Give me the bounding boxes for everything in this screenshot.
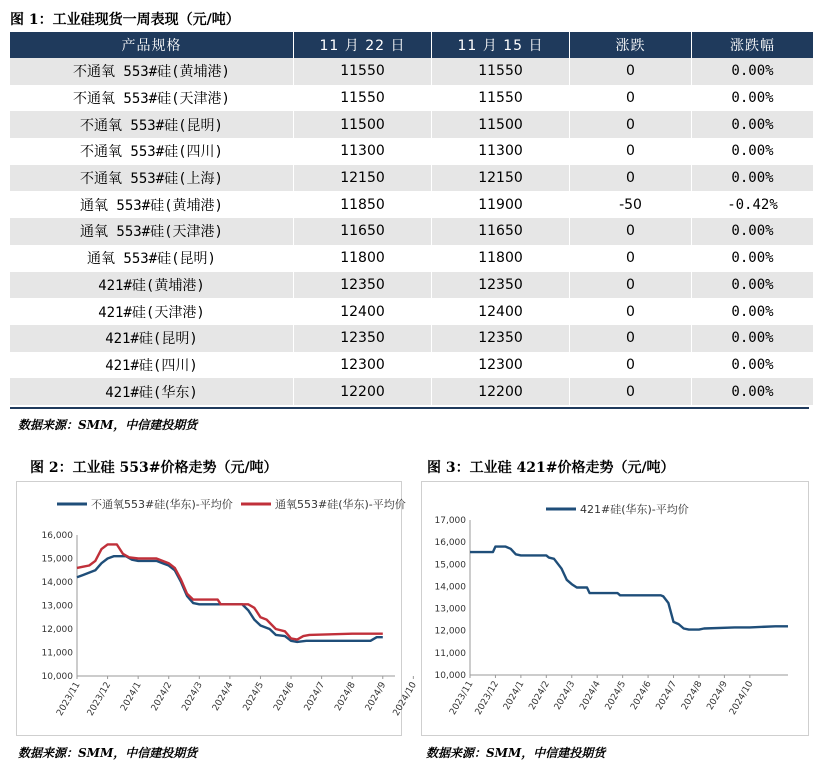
price-nov15-cell: 12350 bbox=[432, 325, 570, 352]
price-nov15-cell: 11800 bbox=[432, 245, 570, 272]
change-pct-cell: 0.00% bbox=[692, 245, 813, 272]
figure3-chart bbox=[421, 481, 809, 736]
figure3-source-note: 数据来源：SMM，中信建投期货 bbox=[426, 744, 605, 761]
y-tick-label: 13,000 bbox=[42, 602, 74, 612]
product-name-cell: 不通氧 553#硅(上海) bbox=[10, 165, 294, 192]
change-cell: 0 bbox=[570, 85, 692, 112]
price-nov22-cell: 12350 bbox=[294, 272, 432, 299]
figure2-source-note: 数据来源：SMM，中信建投期货 bbox=[18, 744, 197, 761]
y-tick-label: 16,000 bbox=[42, 531, 74, 541]
x-tick-label: 2024/9 bbox=[706, 679, 731, 712]
price-nov22-cell: 12350 bbox=[294, 325, 432, 352]
price-nov15-cell: 11500 bbox=[432, 111, 570, 138]
x-tick-label: 2024/4 bbox=[578, 679, 603, 712]
price-nov15-cell: 11300 bbox=[432, 138, 570, 165]
x-tick-label: 2024/10 bbox=[392, 680, 419, 718]
table-row bbox=[10, 218, 813, 245]
legend-label-1: 通氧553#硅(华东)-平均价 bbox=[275, 497, 406, 511]
series-line-1 bbox=[77, 544, 383, 639]
x-tick-label: 2023/12 bbox=[86, 681, 113, 718]
y-tick-label: 16,000 bbox=[435, 538, 467, 548]
price-nov22-cell: 11550 bbox=[294, 85, 432, 112]
price-nov22-cell: 11300 bbox=[294, 138, 432, 165]
table-row bbox=[10, 352, 813, 379]
change-cell: 0 bbox=[570, 272, 692, 299]
product-name-cell: 421#硅(昆明) bbox=[10, 325, 294, 352]
table-row bbox=[10, 245, 813, 272]
x-tick-label: 2024/5 bbox=[604, 680, 628, 712]
change-pct-cell: 0.00% bbox=[692, 165, 813, 192]
col-header-nov15: 11 月 15 日 bbox=[432, 32, 570, 58]
change-cell: 0 bbox=[570, 325, 692, 352]
figure3-svg bbox=[422, 482, 808, 735]
col-header-change: 涨跌 bbox=[570, 32, 692, 58]
change-pct-cell: 0.00% bbox=[692, 58, 813, 85]
y-tick-label: 15,000 bbox=[42, 555, 74, 565]
product-name-cell: 421#硅(黄埔港) bbox=[10, 272, 294, 299]
x-tick-label: 2024/9 bbox=[364, 680, 389, 713]
x-tick-label: 2023/12 bbox=[474, 680, 501, 717]
y-tick-label: 12,000 bbox=[42, 625, 74, 635]
x-tick-label: 2024/2 bbox=[527, 680, 551, 712]
product-name-cell: 421#硅(四川) bbox=[10, 352, 294, 379]
change-pct-cell: 0.00% bbox=[692, 325, 813, 352]
x-tick-label: 2024/2 bbox=[150, 681, 174, 713]
change-pct-cell: 0.00% bbox=[692, 298, 813, 325]
price-nov15-cell: 12400 bbox=[432, 298, 570, 325]
table-title: 图 1：工业硅现货一周表现（元/吨） bbox=[10, 9, 240, 29]
price-nov22-cell: 12300 bbox=[294, 352, 432, 379]
x-tick-label: 2024/7 bbox=[303, 681, 327, 713]
product-name-cell: 不通氧 553#硅(四川) bbox=[10, 138, 294, 165]
x-tick-label: 2024/8 bbox=[680, 679, 705, 712]
table-row bbox=[10, 111, 813, 138]
y-tick-label: 10,000 bbox=[435, 671, 467, 681]
legend-label-0: 不通氧553#硅(华东)-平均价 bbox=[91, 497, 233, 511]
figure2-svg bbox=[17, 482, 401, 735]
price-nov15-cell: 11550 bbox=[432, 85, 570, 112]
change-cell: 0 bbox=[570, 111, 692, 138]
y-tick-label: 12,000 bbox=[435, 627, 467, 637]
table-bottom-rule bbox=[10, 407, 809, 409]
product-name-cell: 不通氧 553#硅(黄埔港) bbox=[10, 58, 294, 85]
series-line-0 bbox=[77, 556, 383, 642]
change-cell: 0 bbox=[570, 218, 692, 245]
x-tick-label: 2024/5 bbox=[242, 681, 266, 713]
table-row bbox=[10, 58, 813, 85]
price-nov15-cell: 12150 bbox=[432, 165, 570, 192]
price-nov22-cell: 11500 bbox=[294, 111, 432, 138]
y-tick-label: 11,000 bbox=[435, 649, 467, 659]
price-nov22-cell: 12400 bbox=[294, 298, 432, 325]
price-nov15-cell: 11900 bbox=[432, 191, 570, 218]
change-cell: 0 bbox=[570, 58, 692, 85]
price-nov22-cell: 11550 bbox=[294, 58, 432, 85]
y-tick-label: 11,000 bbox=[42, 649, 74, 659]
product-name-cell: 通氧 553#硅(黄埔港) bbox=[10, 191, 294, 218]
col-header-nov22: 11 月 22 日 bbox=[294, 32, 432, 58]
figure2-title: 图 2：工业硅 553#价格走势（元/吨） bbox=[30, 457, 278, 477]
change-pct-cell: 0.00% bbox=[692, 85, 813, 112]
x-tick-label: 2024/8 bbox=[333, 680, 358, 713]
price-nov22-cell: 12150 bbox=[294, 165, 432, 192]
price-nov22-cell: 11800 bbox=[294, 245, 432, 272]
table-row bbox=[10, 85, 813, 112]
spot-price-table bbox=[10, 32, 813, 405]
x-tick-label: 2024/1 bbox=[119, 681, 143, 713]
change-pct-cell: 0.00% bbox=[692, 378, 813, 405]
change-pct-cell: 0.00% bbox=[692, 111, 813, 138]
x-tick-label: 2024/10 bbox=[728, 679, 755, 717]
series-line-0 bbox=[470, 547, 788, 630]
x-tick-label: 2024/7 bbox=[655, 680, 679, 712]
col-header-change-pct: 涨跌幅 bbox=[692, 32, 813, 58]
x-tick-label: 2024/3 bbox=[180, 681, 204, 713]
change-cell: 0 bbox=[570, 165, 692, 192]
price-nov15-cell: 12350 bbox=[432, 272, 570, 299]
table-row bbox=[10, 298, 813, 325]
change-pct-cell: 0.00% bbox=[692, 272, 813, 299]
change-pct-cell: 0.00% bbox=[692, 352, 813, 379]
price-nov22-cell: 11850 bbox=[294, 191, 432, 218]
product-name-cell: 不通氧 553#硅(天津港) bbox=[10, 85, 294, 112]
x-tick-label: 2024/6 bbox=[272, 680, 297, 713]
change-cell: 0 bbox=[570, 298, 692, 325]
table-header-row bbox=[10, 32, 813, 58]
legend-label-0: 421#硅(华东)-平均价 bbox=[580, 502, 689, 516]
table-source-note: 数据来源：SMM，中信建投期货 bbox=[18, 416, 197, 433]
product-name-cell: 不通氧 553#硅(昆明) bbox=[10, 111, 294, 138]
change-pct-cell: 0.00% bbox=[692, 138, 813, 165]
x-tick-label: 2024/3 bbox=[553, 680, 577, 712]
table-row bbox=[10, 325, 813, 352]
x-tick-label: 2024/1 bbox=[502, 680, 526, 712]
col-header-product: 产品规格 bbox=[10, 32, 294, 58]
product-name-cell: 421#硅(天津港) bbox=[10, 298, 294, 325]
price-nov22-cell: 12200 bbox=[294, 378, 432, 405]
price-nov15-cell: 11650 bbox=[432, 218, 570, 245]
table-row bbox=[10, 165, 813, 192]
change-cell: 0 bbox=[570, 245, 692, 272]
change-pct-cell: -0.42% bbox=[692, 191, 813, 218]
table-row bbox=[10, 378, 813, 405]
price-nov15-cell: 12200 bbox=[432, 378, 570, 405]
x-tick-label: 2023/11 bbox=[55, 681, 82, 718]
x-tick-label: 2023/11 bbox=[448, 680, 475, 717]
y-tick-label: 17,000 bbox=[435, 516, 467, 526]
y-tick-label: 14,000 bbox=[42, 578, 74, 588]
change-pct-cell: 0.00% bbox=[692, 218, 813, 245]
figure2-chart bbox=[16, 481, 402, 736]
table-row bbox=[10, 138, 813, 165]
y-tick-label: 14,000 bbox=[435, 582, 467, 592]
table-row bbox=[10, 272, 813, 299]
change-cell: 0 bbox=[570, 138, 692, 165]
figure3-title: 图 3：工业硅 421#价格走势（元/吨） bbox=[427, 457, 675, 477]
price-nov15-cell: 11550 bbox=[432, 58, 570, 85]
product-name-cell: 通氧 553#硅(昆明) bbox=[10, 245, 294, 272]
y-tick-label: 10,000 bbox=[42, 672, 74, 682]
price-nov15-cell: 12300 bbox=[432, 352, 570, 379]
x-tick-label: 2024/4 bbox=[211, 680, 236, 713]
table-row bbox=[10, 191, 813, 218]
y-tick-label: 13,000 bbox=[435, 605, 467, 615]
change-cell: -50 bbox=[570, 191, 692, 218]
price-nov22-cell: 11650 bbox=[294, 218, 432, 245]
y-tick-label: 15,000 bbox=[435, 560, 467, 570]
change-cell: 0 bbox=[570, 352, 692, 379]
x-tick-label: 2024/6 bbox=[629, 679, 654, 712]
change-cell: 0 bbox=[570, 378, 692, 405]
product-name-cell: 通氧 553#硅(天津港) bbox=[10, 218, 294, 245]
product-name-cell: 421#硅(华东) bbox=[10, 378, 294, 405]
